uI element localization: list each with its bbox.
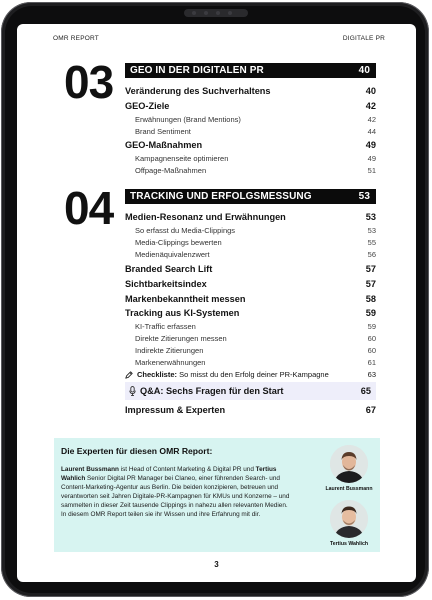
- person-photo-icon: [330, 500, 368, 538]
- toc-label: KI-Traffic erfassen: [135, 322, 196, 331]
- toc-entry[interactable]: [125, 294, 376, 304]
- experts-box: [54, 438, 380, 552]
- qa-text: [129, 386, 283, 397]
- camera-bar: [184, 9, 248, 17]
- toc-page: 40: [365, 86, 376, 96]
- toc-label: Direkte Zitierungen messen: [135, 334, 227, 343]
- running-header-right: DIGITALE PR: [342, 35, 385, 42]
- toc-label: Erwähnungen (Brand Mentions): [135, 115, 241, 124]
- toc-entry[interactable]: [125, 264, 376, 274]
- toc-page: 63: [367, 370, 376, 379]
- toc-page: 65: [360, 386, 371, 396]
- chapter-number: 03: [64, 56, 114, 108]
- toc-page: 53: [367, 226, 376, 235]
- toc-entry[interactable]: [125, 140, 376, 150]
- toc-entry[interactable]: [125, 212, 376, 222]
- toc-page: 51: [367, 166, 376, 175]
- toc-page: 67: [365, 405, 376, 415]
- running-header-left: OMR REPORT: [53, 35, 99, 42]
- toc-page: 56: [367, 250, 376, 259]
- experts-text: [61, 465, 293, 520]
- avatar: [330, 500, 368, 538]
- toc-label: Tracking aus KI-Systemen: [125, 308, 240, 318]
- toc-subentry[interactable]: [125, 250, 376, 259]
- toc-label: Branded Search Lift: [125, 264, 213, 274]
- toc-label: Veränderung des Suchverhaltens: [125, 86, 271, 96]
- experts-heading: Die Experten für diesen OMR Report:: [61, 446, 213, 456]
- toc-page: 58: [365, 294, 376, 304]
- person-photo-icon: [330, 445, 368, 483]
- pencil-icon: [125, 371, 133, 379]
- toc-checklist-entry[interactable]: [125, 370, 376, 379]
- toc-label: Brand Sentiment: [135, 127, 191, 136]
- toc-entry[interactable]: [125, 308, 376, 318]
- toc-label: Kampagnenseite optimieren: [135, 154, 229, 163]
- toc-label: Markenbekanntheit messen: [125, 294, 246, 304]
- expert-name: Laurent Bussmann: [61, 466, 119, 473]
- chapter-title-bar[interactable]: [125, 63, 376, 78]
- toc-page: 42: [367, 115, 376, 124]
- toc-subentry[interactable]: [125, 166, 376, 175]
- chapter-title: TRACKING UND ERFOLGSMESSUNG: [130, 191, 312, 202]
- toc-page: 59: [367, 322, 376, 331]
- toc-subentry[interactable]: [125, 334, 376, 343]
- experts-text-part: ist Head of Content Marketing & Digital PR und: [118, 466, 256, 473]
- page-number: 3: [214, 560, 219, 569]
- toc-qa-entry[interactable]: [125, 382, 376, 400]
- microphone-icon: [129, 386, 136, 396]
- experts-text-part: Senior Digital PR Manager bei Claneo, einer führenden Search- und Content-Marketing-Agentur aus Berlin. Die beiden konzipieren, betreuen und verantworten seit Jahren Digitale-PR-Kampagnen für KMUs und Konzerne – und sammelten in dieser Zeit tausende Clippings in nahezu allen relevanten Medien. In diesem OMR Report teilen sie ihr Wissen und ihre Erfahrung mit dir.: [61, 475, 290, 519]
- toc-subentry[interactable]: [125, 238, 376, 247]
- toc-label: Indirekte Zitierungen: [135, 346, 204, 355]
- toc-label: Sichtbarkeitsindex: [125, 279, 207, 289]
- toc-subentry[interactable]: [125, 358, 376, 367]
- toc-page: 49: [365, 140, 376, 150]
- checklist-bold: Checkliste:: [137, 370, 178, 379]
- camera-dot: [192, 11, 196, 15]
- checklist-text: [125, 370, 329, 379]
- toc-page: 49: [367, 154, 376, 163]
- toc-subentry[interactable]: [125, 322, 376, 331]
- toc-label: GEO-Maßnahmen: [125, 140, 203, 150]
- avatar-caption: Laurent Bussmann: [325, 486, 373, 492]
- toc-label: So erfasst du Media-Clippings: [135, 226, 236, 235]
- toc-entry[interactable]: [125, 86, 376, 96]
- toc-page: 44: [367, 127, 376, 136]
- chapter-title-bar[interactable]: [125, 189, 376, 204]
- camera-dot: [228, 11, 232, 15]
- camera-dot: [216, 11, 220, 15]
- toc-page: 60: [367, 334, 376, 343]
- toc-page: 57: [365, 264, 376, 274]
- toc-page: 61: [367, 358, 376, 367]
- toc-page: 59: [365, 308, 376, 318]
- toc-subentry[interactable]: [125, 127, 376, 136]
- qa-label: Q&A: Sechs Fragen für den Start: [140, 385, 284, 396]
- toc-subentry[interactable]: [125, 154, 376, 163]
- tablet-frame: [1, 2, 429, 597]
- toc-page: 55: [367, 238, 376, 247]
- toc-page: 53: [365, 212, 376, 222]
- chapter-number: 04: [64, 182, 114, 234]
- toc-label: GEO-Ziele: [125, 101, 170, 111]
- camera-dot: [204, 11, 208, 15]
- toc-label: Medien-Resonanz und Erwähnungen: [125, 212, 286, 222]
- toc-subentry[interactable]: [125, 226, 376, 235]
- avatar-caption: Tertius Wahlich: [329, 541, 369, 547]
- avatar: [330, 445, 368, 483]
- toc-page: 42: [365, 101, 376, 111]
- toc-label: Medienäquivalenzwert: [135, 250, 210, 259]
- toc-page: 57: [365, 279, 376, 289]
- chapter-page: 53: [358, 191, 370, 202]
- toc-page: 60: [367, 346, 376, 355]
- chapter-title: GEO IN DER DIGITALEN PR: [130, 65, 264, 76]
- toc-entry[interactable]: [125, 101, 376, 111]
- toc-label: Impressum & Experten: [125, 405, 226, 415]
- toc-entry[interactable]: [125, 279, 376, 289]
- toc-entry[interactable]: [125, 405, 376, 415]
- toc-subentry[interactable]: [125, 115, 376, 124]
- toc-label: Markenerwähnungen: [135, 358, 206, 367]
- expert-name: Tertius Wahlich: [61, 466, 277, 483]
- toc-label: Media-Clippings bewerten: [135, 238, 222, 247]
- checklist-title: So misst du den Erfolg deiner PR-Kampagne: [177, 370, 329, 379]
- toc-label: Offpage-Maßnahmen: [135, 166, 207, 175]
- toc-subentry[interactable]: [125, 346, 376, 355]
- document-page: [17, 24, 416, 582]
- chapter-page: 40: [358, 65, 370, 76]
